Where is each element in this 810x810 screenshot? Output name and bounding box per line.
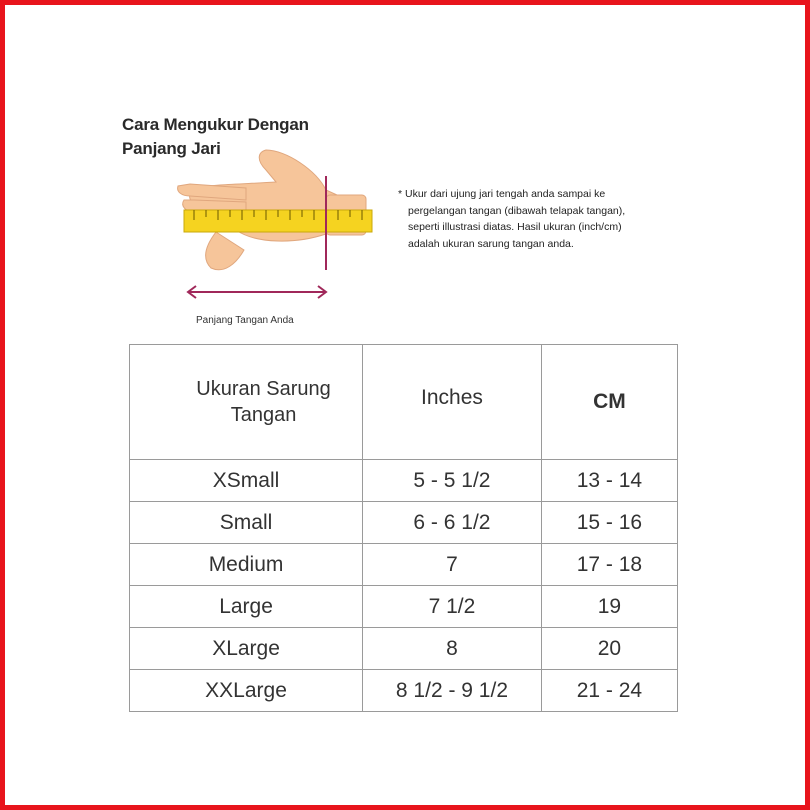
note-line: adalah ukuran sarung tangan anda.: [408, 237, 574, 250]
cell-cm: 17 - 18: [541, 544, 677, 586]
cell-cm: 20: [541, 628, 677, 670]
table-row: [130, 460, 678, 502]
table-row: [130, 628, 678, 670]
cell-size: Medium: [130, 544, 363, 586]
cell-cm: 21 - 24: [541, 670, 677, 712]
cell-inches: 7: [363, 544, 542, 586]
table-row: [130, 586, 678, 628]
header-size: [130, 345, 363, 460]
header-inches: Inches: [363, 345, 542, 460]
cell-size: Large: [130, 586, 363, 628]
cell-cm: 19: [541, 586, 677, 628]
cell-size: Small: [130, 502, 363, 544]
cell-size: XLarge: [130, 628, 363, 670]
measure-instruction-note: [398, 186, 698, 252]
table-header-row: [130, 345, 678, 460]
header-size-line-2: Tangan: [230, 404, 297, 426]
title-line-2: Panjang Jari: [122, 139, 221, 158]
note-line: pergelangan tangan (dibawah telapak tangan),: [408, 204, 626, 217]
cell-inches: 8: [363, 628, 542, 670]
cell-size: XXLarge: [130, 670, 363, 712]
hand-length-caption: Panjang Tangan Anda: [196, 315, 294, 326]
cell-cm: 15 - 16: [541, 502, 677, 544]
glove-size-table: [129, 344, 678, 712]
tape-measure-icon: [184, 210, 372, 232]
hand-icon: [176, 140, 386, 290]
cell-inches: 8 1/2 - 9 1/2: [363, 670, 542, 712]
cell-inches: 5 - 5 1/2: [363, 460, 542, 502]
note-line: seperti illustrasi diatas. Hasil ukuran (inch/cm): [408, 221, 622, 233]
length-arrow-icon: [184, 284, 330, 300]
table-row: [130, 544, 678, 586]
header-cm: CM: [541, 345, 677, 460]
note-line: * Ukur dari ujung jari tengah anda sampai ke: [398, 188, 606, 200]
header-size-line-1: Ukuran Sarung: [196, 378, 331, 400]
cell-inches: 6 - 6 1/2: [363, 502, 542, 544]
table-row: [130, 502, 678, 544]
table-row: [130, 670, 678, 712]
cell-cm: 13 - 14: [541, 460, 677, 502]
hand-measure-illustration: [176, 140, 386, 290]
cell-inches: 7 1/2: [363, 586, 542, 628]
title-line-1: Cara Mengukur Dengan: [122, 115, 309, 134]
cell-size: XSmall: [130, 460, 363, 502]
